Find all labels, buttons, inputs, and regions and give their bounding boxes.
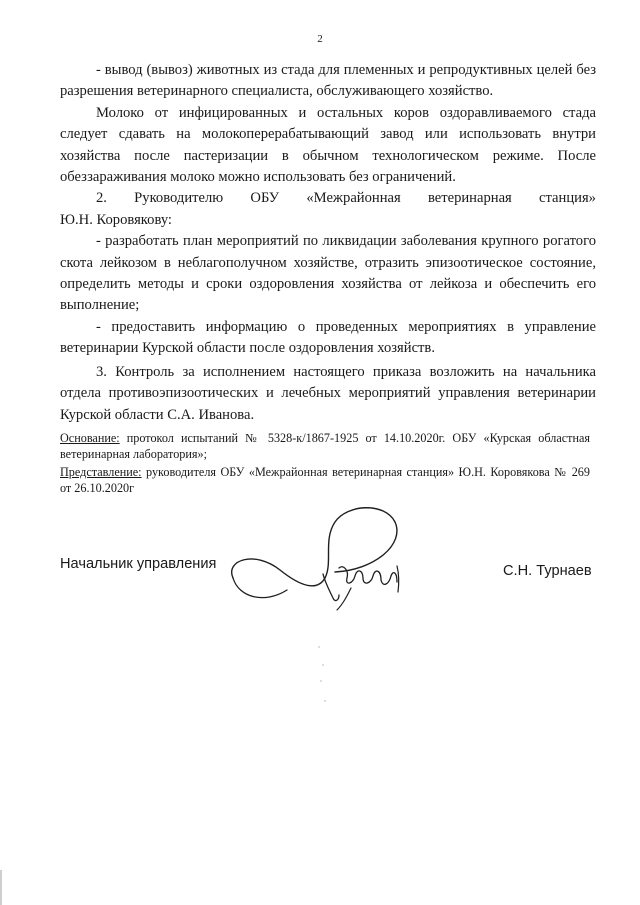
- scan-artifact-dot: [322, 664, 324, 666]
- document-body: [60, 60, 596, 426]
- note-submission-text: руководителя ОБУ «Межрайонная ветеринарная станция» Ю.Н. Коровякова № 269 от 26.10.2020г: [60, 465, 590, 495]
- note-submission-label: Представление:: [60, 465, 142, 479]
- paragraph-milk: Молоко от инфицированных и остальных коров оздоравливаемого стада следует сдавать на молокоперерабатывающий завод или использовать внутри хозяйства после пастеризации в обычном технологическом режиме. После обеззараживания молоко можно использовать без ограничений.: [60, 104, 596, 186]
- item-2-word: «Межрайонная: [306, 190, 401, 207]
- paragraph-report-info: - предоставить информацию о проведенных мероприятиях в управление ветеринарии Курской области после оздоровления хозяйств.: [60, 318, 596, 357]
- note-basis: [60, 430, 590, 462]
- scan-edge-mark: [0, 870, 2, 905]
- paragraph-control: 3. Контроль за исполнением настоящего приказа возложить на начальника отдела противоэпизоотических и лечебных мероприятий управления ветеринарии Курской области С.А. Иванова.: [60, 363, 596, 423]
- item-2-number: 2.: [96, 190, 107, 207]
- item-2-heading: [60, 188, 596, 209]
- item-2-word: ОБУ: [250, 190, 280, 207]
- paragraph-develop-plan: - разработать план мероприятий по ликвидации заболевания крупного рогатого скота лейкозом в неблагополучном хозяйстве, отразить эпизоотическое состояние, определить методы и сроки оздоровления хозяйства от лейкоза и обеспечить его выполнение;: [60, 233, 596, 314]
- handwritten-signature: [225, 500, 425, 620]
- signatory-name: С.Н. Турнаев: [503, 563, 592, 579]
- signatory-position: Начальник управления: [60, 556, 217, 572]
- item-2-word: ветеринарная: [427, 190, 512, 207]
- scan-artifact-dot: [320, 680, 322, 682]
- scan-artifact-dot: [318, 646, 320, 648]
- scan-artifact-dot: [324, 700, 326, 702]
- paragraph-animal-removal: - вывод (вывоз) животных из стада для племенных и репродуктивных целей без разрешения ветеринарного специалиста, обслуживающего хозяйство.: [60, 62, 596, 100]
- note-basis-text: протокол испытаний № 5328-к/1867-1925 от 14.10.2020г. ОБУ «Курская областная ветеринарная лаборатория»;: [60, 431, 590, 461]
- page-number: 2: [317, 33, 323, 45]
- item-2-word: Руководителю: [134, 190, 224, 207]
- item-2-addressee: Ю.Н. Коровякову:: [60, 211, 172, 228]
- note-submission: [60, 464, 590, 496]
- note-basis-label: Основание:: [60, 431, 120, 445]
- item-2-word: станция»: [539, 190, 596, 207]
- document-notes: [60, 430, 590, 498]
